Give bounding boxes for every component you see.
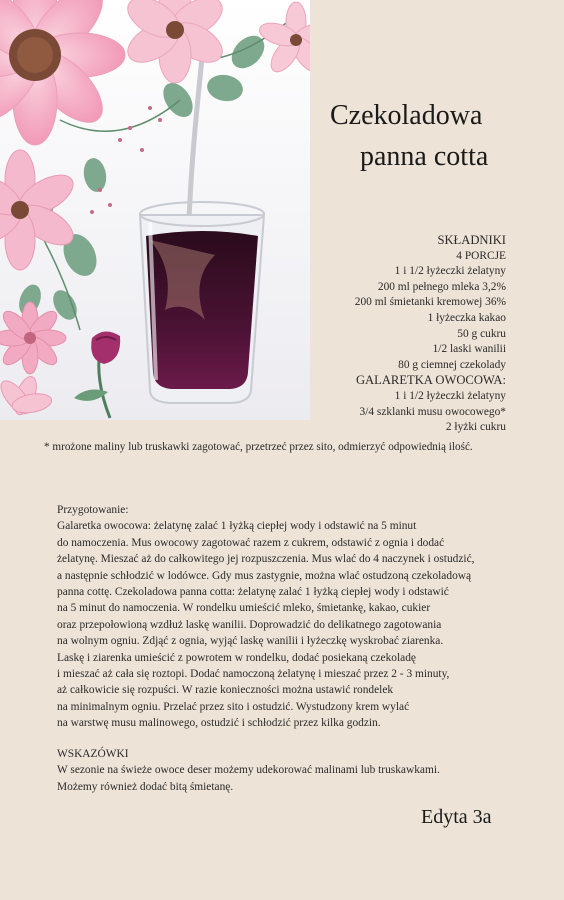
jelly-item: 3/4 szklanki musu owocowego* [359, 405, 506, 418]
preparation-section [57, 502, 527, 732]
jelly-header: GALARETKA OWOCOWA: [355, 373, 506, 388]
preparation-line: na 5 minut do namoczenia. W rondelku umieścić mleko, śmietankę, kakao, cukier [57, 602, 431, 615]
author-signature: Edyta 3a [421, 806, 492, 828]
recipe-title-line2: panna cotta [360, 141, 489, 172]
ingredient-item: 1/2 laski wanilii [432, 343, 506, 356]
ingredient-item: 200 ml pełnego mleka 3,2% [377, 280, 506, 293]
preparation-line: żelatynę. Mieszać aż do całkowitego jej rozpuszczenia. Mus wlać do 4 naczynek i ostudzić, [57, 553, 475, 566]
preparation-line: oraz przepołowioną wzdłuż laskę wanilii. Doprowadzić do delikatnego zagotowania [57, 618, 442, 631]
recipe-title-line1: Czekoladowa [330, 100, 483, 131]
preparation-line: na warstwę musu malinowego, ostudzić i schłodzić przez kilka godzin. [57, 717, 381, 730]
portions: 4 PORCJE [456, 249, 506, 262]
ingredients-header: SKŁADNIKI [437, 233, 506, 247]
tips-line: W sezonie na świeże owoce deser możemy udekorować malinami lub truskawkami. [57, 764, 440, 777]
preparation-header: Przygotowanie: [57, 504, 129, 516]
preparation-line: na wolnym ogniu. Zdjąć z ognia, wyjąć laskę wanilii i łyżeczkę wyskrobać ziarenka. [57, 635, 444, 648]
ingredient-item: 200 ml śmietanki kremowej 36% [354, 296, 506, 309]
tips-section [57, 746, 527, 795]
ingredient-item: 50 g cukru [457, 327, 506, 340]
ingredient-item: 1 łyżeczka kakao [427, 311, 506, 324]
preparation-line: Laskę i ziarenka umieścić z powrotem w rondelku, dodać posiekaną czekoladę [57, 651, 416, 664]
preparation-line: na minimalnym ogniu. Przelać przez sito i ostudzić. Wystudzony krem wylać [57, 700, 410, 713]
preparation-line: aż całkowicie się rozpuści. W razie konieczności można ustawić rondelek [57, 684, 394, 697]
preparation-line: do namoczenia. Mus owocowy zagotować razem z cukrem, odstawić z ognia i dodać [57, 536, 445, 549]
preparation-line: i mieszać aż cała się roztopi. Dodać namoczoną żelatynę i mieszać przez 2 - 3 minuty, [57, 668, 450, 681]
ingredient-item: 80 g ciemnej czekolady [398, 358, 506, 371]
preparation-line: Galaretka owocowa: żelatynę zalać 1 łyżką ciepłej wody i odstawić na 5 minut [57, 520, 417, 533]
ingredients-list [355, 233, 506, 436]
footnote: * mrożone maliny lub truskawki zagotować, przetrzeć przez sito, odmierzyć odpowiednią ilość. [44, 441, 473, 453]
jelly-item: 1 i 1/2 łyżeczki żelatyny [394, 389, 506, 402]
preparation-line: a następnie schłodzić w lodówce. Gdy mus zastygnie, można wlać ostudzoną czekoladową [57, 569, 472, 582]
ingredient-item: 1 i 1/2 łyżeczki żelatyny [394, 265, 506, 278]
jelly-item: 2 łyżki cukru [445, 421, 506, 434]
recipe-photo [0, 0, 310, 420]
preparation-line: panna cottę. Czekoladowa panna cotta: żelatynę zalać 1 łyżką ciepłej wody i odstawić [57, 586, 449, 599]
dessert-glass [140, 202, 264, 403]
tips-header: WSKAZÓWKI [57, 748, 129, 760]
tips-line: Możemy również dodać bitą śmietanę. [57, 780, 234, 793]
